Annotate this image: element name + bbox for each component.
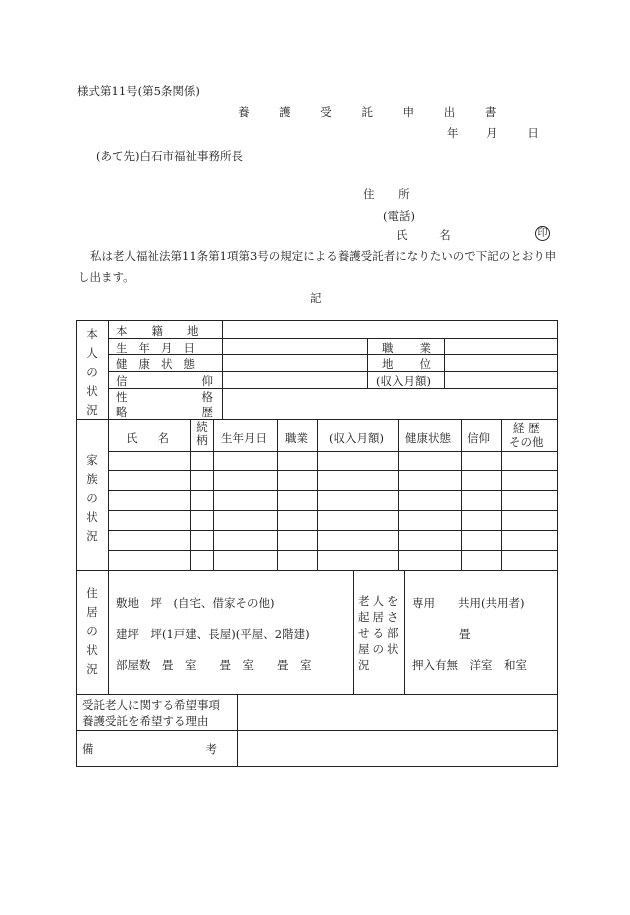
- birth-label: 生年月日: [116, 341, 206, 355]
- site-text: 敷地 坪 (自宅、借家その他): [116, 596, 275, 610]
- address-label: 住 所: [363, 187, 420, 201]
- date-day: 日: [527, 126, 539, 140]
- form-number: 様式第11号(第5条関係): [77, 84, 200, 98]
- family-header-name: 氏名: [126, 431, 189, 445]
- position-label: 地位: [382, 357, 457, 371]
- document-title: 養 護 受 託 申 出 書: [238, 105, 510, 119]
- family-header-birth: 生年月日: [221, 431, 267, 445]
- remarks-label: 備考: [82, 742, 329, 756]
- housing-section-label: 住居の状況: [86, 586, 98, 676]
- history-label: 略歴: [116, 405, 287, 419]
- faith-label: 信仰: [116, 374, 287, 388]
- family-header-relation: 続柄: [196, 420, 208, 447]
- seal-mark: 印: [535, 226, 550, 241]
- recipient: (あて先)白石市福祉事務所長: [96, 149, 243, 163]
- health-label: 健康状態: [116, 357, 206, 371]
- date-year: 年: [447, 126, 459, 140]
- family-header-health: 健康状態: [405, 431, 451, 445]
- honseki-label: [116, 323, 223, 339]
- family-header-career: 経 歴 その他: [509, 421, 544, 449]
- storage-text: 押入有無 洋室 和室: [412, 658, 527, 672]
- income-label: (収入月額): [376, 374, 431, 388]
- tatami-text: 畳: [459, 627, 471, 641]
- family-section-label: 家族の状況: [86, 453, 98, 543]
- honseki-text: 本籍地: [116, 324, 223, 338]
- character-label: 性格: [116, 390, 287, 404]
- rooms-text: 部屋数 畳 室 畳 室 畳 室: [116, 658, 312, 672]
- family-header-faith: 信仰: [467, 431, 490, 445]
- declaration-text: 私は老人福祉法第11条第1項第3号の規定による養護受託者になりたいので下記のとおり申し出ます。: [78, 249, 557, 284]
- elder-room-label: 老人を起居させる部屋の状況: [358, 594, 402, 672]
- ki-heading: 記: [310, 291, 322, 305]
- reason-label: 養護受託を希望する理由: [82, 714, 209, 728]
- date-month: 月: [486, 126, 498, 140]
- telephone-label: (電話): [383, 209, 415, 223]
- family-header-income: (収入月額): [329, 431, 384, 445]
- exclusive-text: 専用 共用(共用者): [412, 596, 525, 610]
- family-header-job: 職業: [285, 431, 308, 445]
- building-text: 建坪 坪(1戸建、長屋)(平屋、2階建): [116, 627, 310, 641]
- self-section-label: 本人の状況: [86, 327, 98, 417]
- job-label: 職業: [382, 341, 457, 355]
- wish-label: 受託老人に関する希望事項: [82, 698, 220, 712]
- name-label: 氏 名: [396, 228, 465, 242]
